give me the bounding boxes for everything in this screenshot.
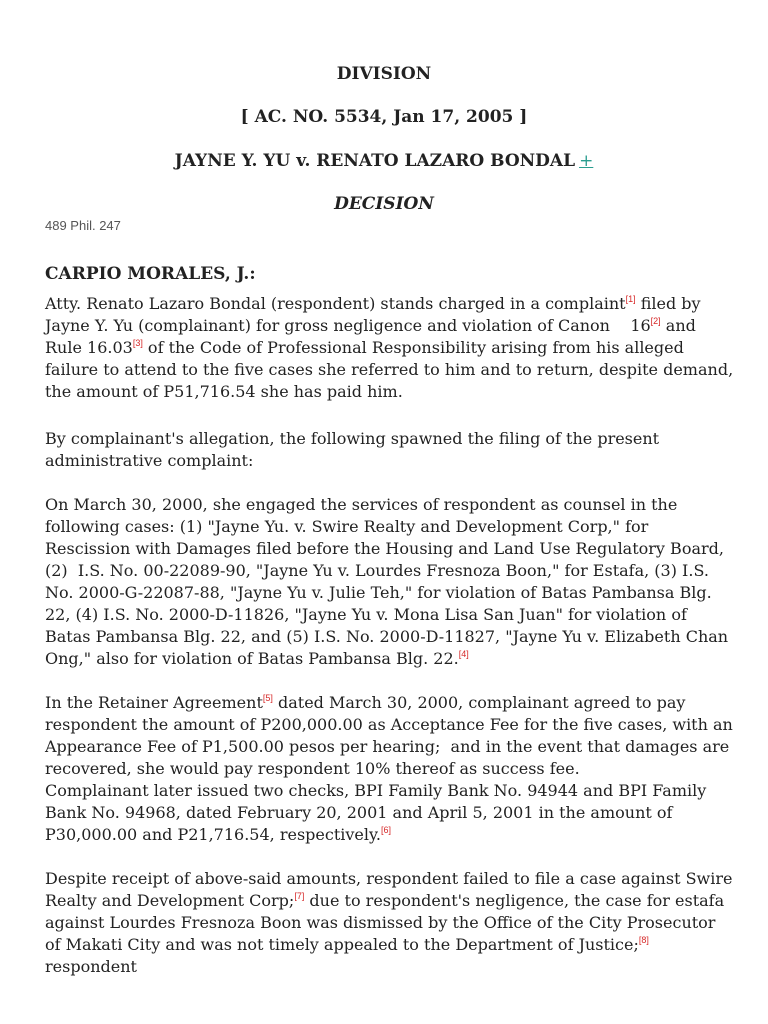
p4-text-b: dated March 30, 2000, complainant agreed to pay respondent the amount of P200,000.00 as Acceptance Fee for the five cases, with an Appearance Fee of P1,500.00 pesos per hearing; and in the event that damages are recovered, she would pay respondent 10% thereof as success fee. xyxy=(45,693,733,778)
paragraph-4 xyxy=(45,692,735,846)
footnote-link-4[interactable]: [4] xyxy=(458,649,469,659)
decision-heading: DECISION xyxy=(334,194,434,214)
expand-plus-link[interactable]: + xyxy=(579,151,594,171)
footnote-link-5[interactable]: [5] xyxy=(262,693,273,703)
footnote-link-3[interactable]: [3] xyxy=(132,338,143,348)
p5-text-b: due to respondent's negligence, the case for estafa against Lourdes Fresnoza Boon was dismissed by the Office of the City Prosecutor of Makati City and was not timely appealed to the Department of Justice; xyxy=(45,891,725,954)
division-heading: DIVISION xyxy=(336,64,432,84)
footnote-link-1[interactable]: [1] xyxy=(625,294,636,304)
footnote-link-6[interactable]: [6] xyxy=(381,825,392,835)
p1-text-d: of the Code of Professional Responsibility arising from his alleged failure to attend to the five cases she referred to him and to return, despite demand, the amount of P51,716.54 she has paid him. xyxy=(45,338,734,401)
p1-text-c: and Rule 16.03 xyxy=(45,316,696,357)
case-title xyxy=(0,151,768,171)
p5-text-c: respondent xyxy=(45,957,137,976)
p3-text: On March 30, 2000, she engaged the services of respondent as counsel in the following cases: (1) "Jayne Yu. v. Swire Realty and Development Corp," for Rescission with Damages filed before the Housing and Land Use Regulatory Board, (2) I.S. No. 00-22089-90, "Jayne Yu v. Lourdes Fresnoza Boon," for Estafa, (3) I.S. No. 2000-G-22087-88, "Jayne Yu v. Julie Teh," for violation of Batas Pambansa Blg. 22, (4) I.S. No. 2000-D-11826, "Jayne Yu v. Mona Lisa San Juan" for violation of Batas Pambansa Blg. 22, and (5) I.S. No. 2000-D-11827, "Jayne Yu v. Elizabeth Chan Ong," also for violation of Batas Pambansa Blg. 22. xyxy=(45,495,729,668)
footnote-link-2[interactable]: [2] xyxy=(650,316,661,326)
p1-text-b: filed by Jayne Y. Yu (complainant) for gross negligence and violation of Canon 16 xyxy=(45,294,701,335)
paragraph-2: By complainant's allegation, the following spawned the filing of the present administrative complaint: xyxy=(45,429,660,470)
p5-text-a: Despite receipt of above-said amounts, respondent failed to file a case against Swire Realty and Development Corp; xyxy=(45,869,733,910)
p4-text-a: In the Retainer Agreement xyxy=(45,693,263,712)
footnote-link-8[interactable]: [8] xyxy=(638,935,649,945)
paragraph-1 xyxy=(45,293,735,403)
footnote-link-7[interactable]: [7] xyxy=(294,891,305,901)
case-number-heading: [ AC. NO. 5534, Jan 17, 2005 ] xyxy=(240,107,528,127)
p4-text-c: Complainant later issued two checks, BPI Family Bank No. 94944 and BPI Family Bank No. 94968, dated February 20, 2001 and April 5, 2001 in the amount of P30,000.00 and P21,716.54, respectively. xyxy=(45,781,707,844)
ponente: CARPIO MORALES, J.: xyxy=(45,264,256,284)
paragraph-3 xyxy=(45,494,735,670)
citation: 489 Phil. 247 xyxy=(45,218,121,233)
p1-text-a: Atty. Renato Lazaro Bondal (respondent) stands charged in a complaint xyxy=(45,294,626,313)
paragraph-5 xyxy=(45,868,735,978)
parties-text: JAYNE Y. YU v. RENATO LAZARO BONDAL xyxy=(174,151,576,171)
